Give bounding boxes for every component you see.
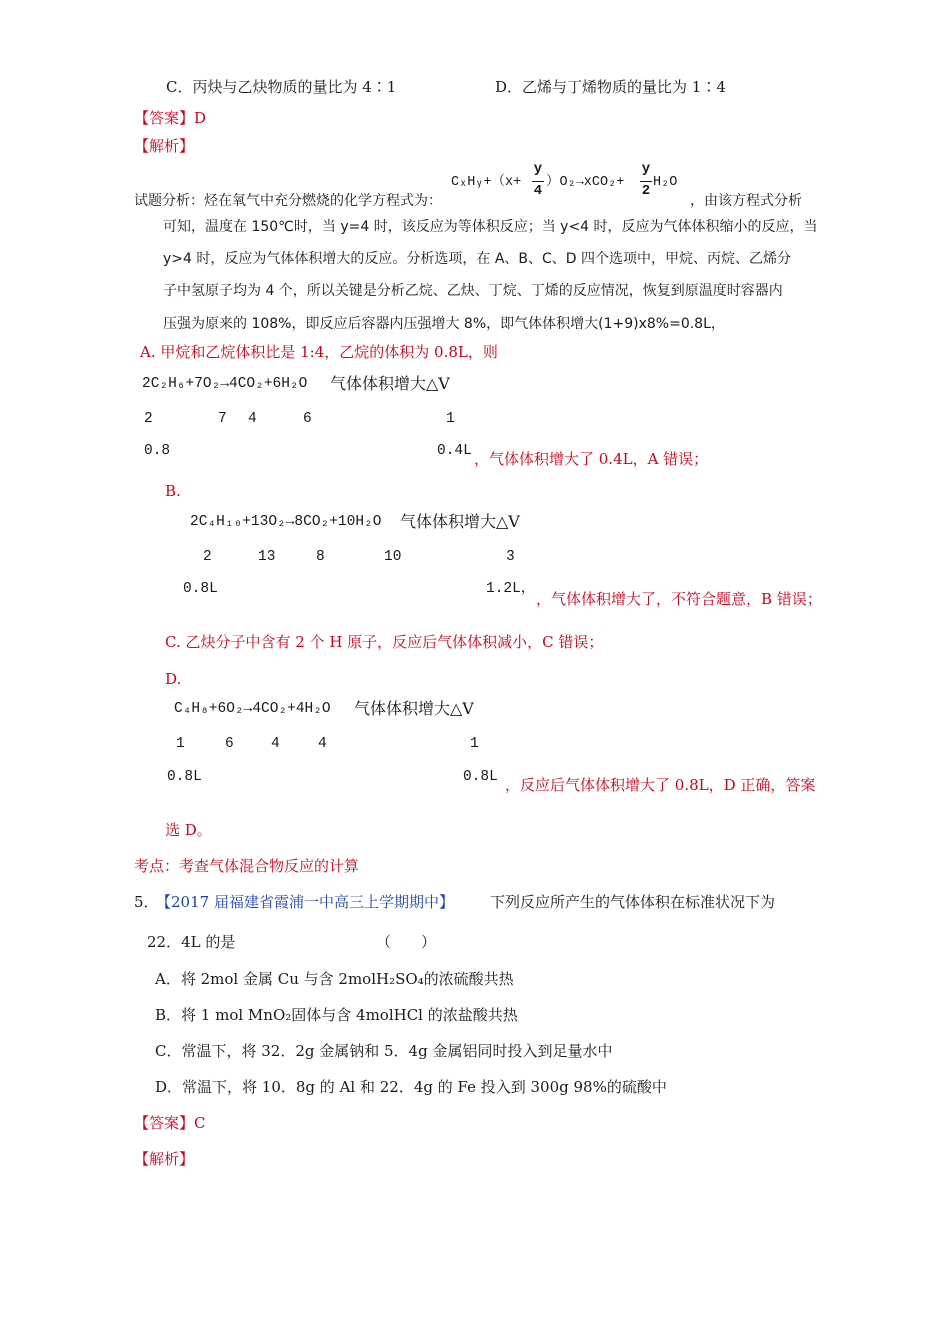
formula-frac1-num: y: [533, 161, 543, 177]
q5-source: 【2017 届福建省霞浦一中高三上学期期中】: [156, 893, 454, 911]
analysis-option-c: C. 乙炔分子中含有 2 个 H 原子，反应后气体体积减小，C 错误；: [165, 633, 604, 651]
eq-d-coef-1: 1: [176, 736, 185, 752]
formula-frac2-num: y: [641, 161, 651, 177]
formula-frac1-bar: [532, 181, 544, 182]
eq-b-val-1: 0.8L: [183, 581, 218, 597]
eq-b-coef-1: 2: [203, 549, 212, 565]
formula-tail: H₂O: [653, 175, 678, 190]
equation-a: 2C₂H₆+7O₂→4CO₂+6H₂O: [142, 376, 308, 392]
q5-option-d: D．常温下，将 10．8g 的 Al 和 22．4g 的 Fe 投入到 300g 98%的硫酸中: [155, 1078, 667, 1096]
eq-d-coef-3: 4: [271, 736, 280, 752]
eq-d-coef-5: 1: [470, 736, 479, 752]
eq-a-coef-3: 4: [248, 411, 257, 427]
q5-option-a: A．将 2mol 金属 Cu 与含 2molH₂SO₄的浓硫酸共热: [155, 970, 514, 988]
answer-label: 【答案】: [134, 109, 195, 127]
prev-answer: [134, 109, 206, 127]
q5-stem-2: 22．4L 的是: [147, 933, 236, 951]
eq-d-coef-4: 4: [318, 736, 327, 752]
analysis-option-b-label: B.: [165, 482, 181, 500]
eq-a-val-2: 0.4L: [437, 443, 472, 459]
eq-b-coef-4: 10: [384, 549, 402, 565]
eq-a-conclusion: ，气体体积增大了 0.4L，A 错误；: [474, 450, 709, 468]
eq-b-coef-5: 3: [506, 549, 515, 565]
eq-d-val-2: 0.8L: [463, 769, 498, 785]
prev-analysis-label: 【解析】: [134, 137, 195, 155]
analysis-line-1: 试题分析：烃在氧气中充分燃烧的化学方程式为：: [134, 193, 442, 209]
q5-bracket: （ ）: [376, 933, 437, 951]
eq-d-conclusion: ，反应后气体体积增大了 0.8L，D 正确，答案: [505, 776, 816, 794]
q5-answer-label: 【答案】: [134, 1114, 195, 1132]
prev-option-d: D．乙烯与丁烯物质的量比为 1∶4: [495, 78, 726, 96]
eq-a-coef-2: 7: [218, 411, 227, 427]
formula-frac1-den: 4: [533, 183, 543, 199]
formula-frac2-den: 2: [641, 183, 651, 199]
eq-b-conclusion: ，气体体积增大了，不符合题意，B 错误；: [536, 590, 822, 608]
equation-b-label: 气体体积增大△V: [400, 512, 520, 531]
eq-a-coef-4: 6: [303, 411, 312, 427]
prev-option-c: C．丙炔与乙炔物质的量比为 4∶1: [166, 78, 397, 96]
q5-answer-value: C: [194, 1114, 206, 1132]
formula-frac2-bar: [640, 181, 652, 182]
eq-b-coef-3: 8: [316, 549, 325, 565]
answer-value: D: [194, 109, 207, 127]
formula-left: CₓHᵧ+（x+: [451, 175, 522, 190]
analysis-line-2: 可知，温度在 150℃时，当 y=4 时，该反应为等体积反应；当 y<4 时，反应为气体体积缩小的反应，当: [163, 219, 818, 235]
eq-d-val-1: 0.8L: [167, 769, 202, 785]
analysis-line-1-tail: ，由该方程式分析: [690, 193, 802, 209]
q5-option-c: C．常温下，将 32．2g 金属钠和 5．4g 金属铝同时投入到足量水中: [155, 1042, 613, 1060]
eq-a-coef-1: 2: [144, 411, 153, 427]
equation-a-label: 气体体积增大△V: [330, 374, 450, 393]
eq-d-conclusion-2: 选 D。: [165, 821, 212, 839]
analysis-line-3: y>4 时，反应为气体体积增大的反应。分析选项，在 A、B、C、D 四个选项中，甲烷、丙烷、乙烯分: [163, 251, 792, 267]
equation-b: 2C₄H₁₀+13O₂→8CO₂+10H₂O: [190, 514, 382, 530]
equation-d-label: 气体体积增大△V: [354, 699, 474, 718]
eq-a-val-1: 0.8: [144, 443, 171, 459]
eq-b-coef-2: 13: [258, 549, 276, 565]
formula-mid: ）O₂→xCO₂+: [546, 175, 625, 190]
kaodian: 考点：考查气体混合物反应的计算: [134, 857, 360, 875]
analysis-option-a: A. 甲烷和乙烷体积比是 1:4，乙烷的体积为 0.8L，则: [140, 343, 498, 361]
q5-analysis-label: 【解析】: [134, 1150, 195, 1168]
eq-d-coef-2: 6: [225, 736, 234, 752]
q5-answer: [134, 1114, 206, 1132]
q5-number: 5．: [134, 893, 159, 911]
q5-option-b: B．将 1 mol MnO₂固体与含 4molHCl 的浓盐酸共热: [155, 1006, 518, 1024]
analysis-line-5: 压强为原来的 108%，即反应后容器内压强增大 8%，即气体体积增大(1+9)x8%=0.8L，: [163, 316, 725, 332]
equation-d: C₄H₈+6O₂→4CO₂+4H₂O: [174, 701, 331, 717]
eq-a-coef-5: 1: [446, 411, 455, 427]
q5-stem: 下列反应所产生的气体体积在标准状况下为: [490, 893, 776, 911]
eq-b-val-2: 1.2L，: [486, 581, 536, 597]
analysis-line-4: 子中氢原子均为 4 个，所以关键是分析乙烷、乙炔、丁烷、丁烯的反应情况，恢复到原温度时容器内: [163, 283, 783, 299]
analysis-option-d-label: D.: [165, 670, 182, 688]
